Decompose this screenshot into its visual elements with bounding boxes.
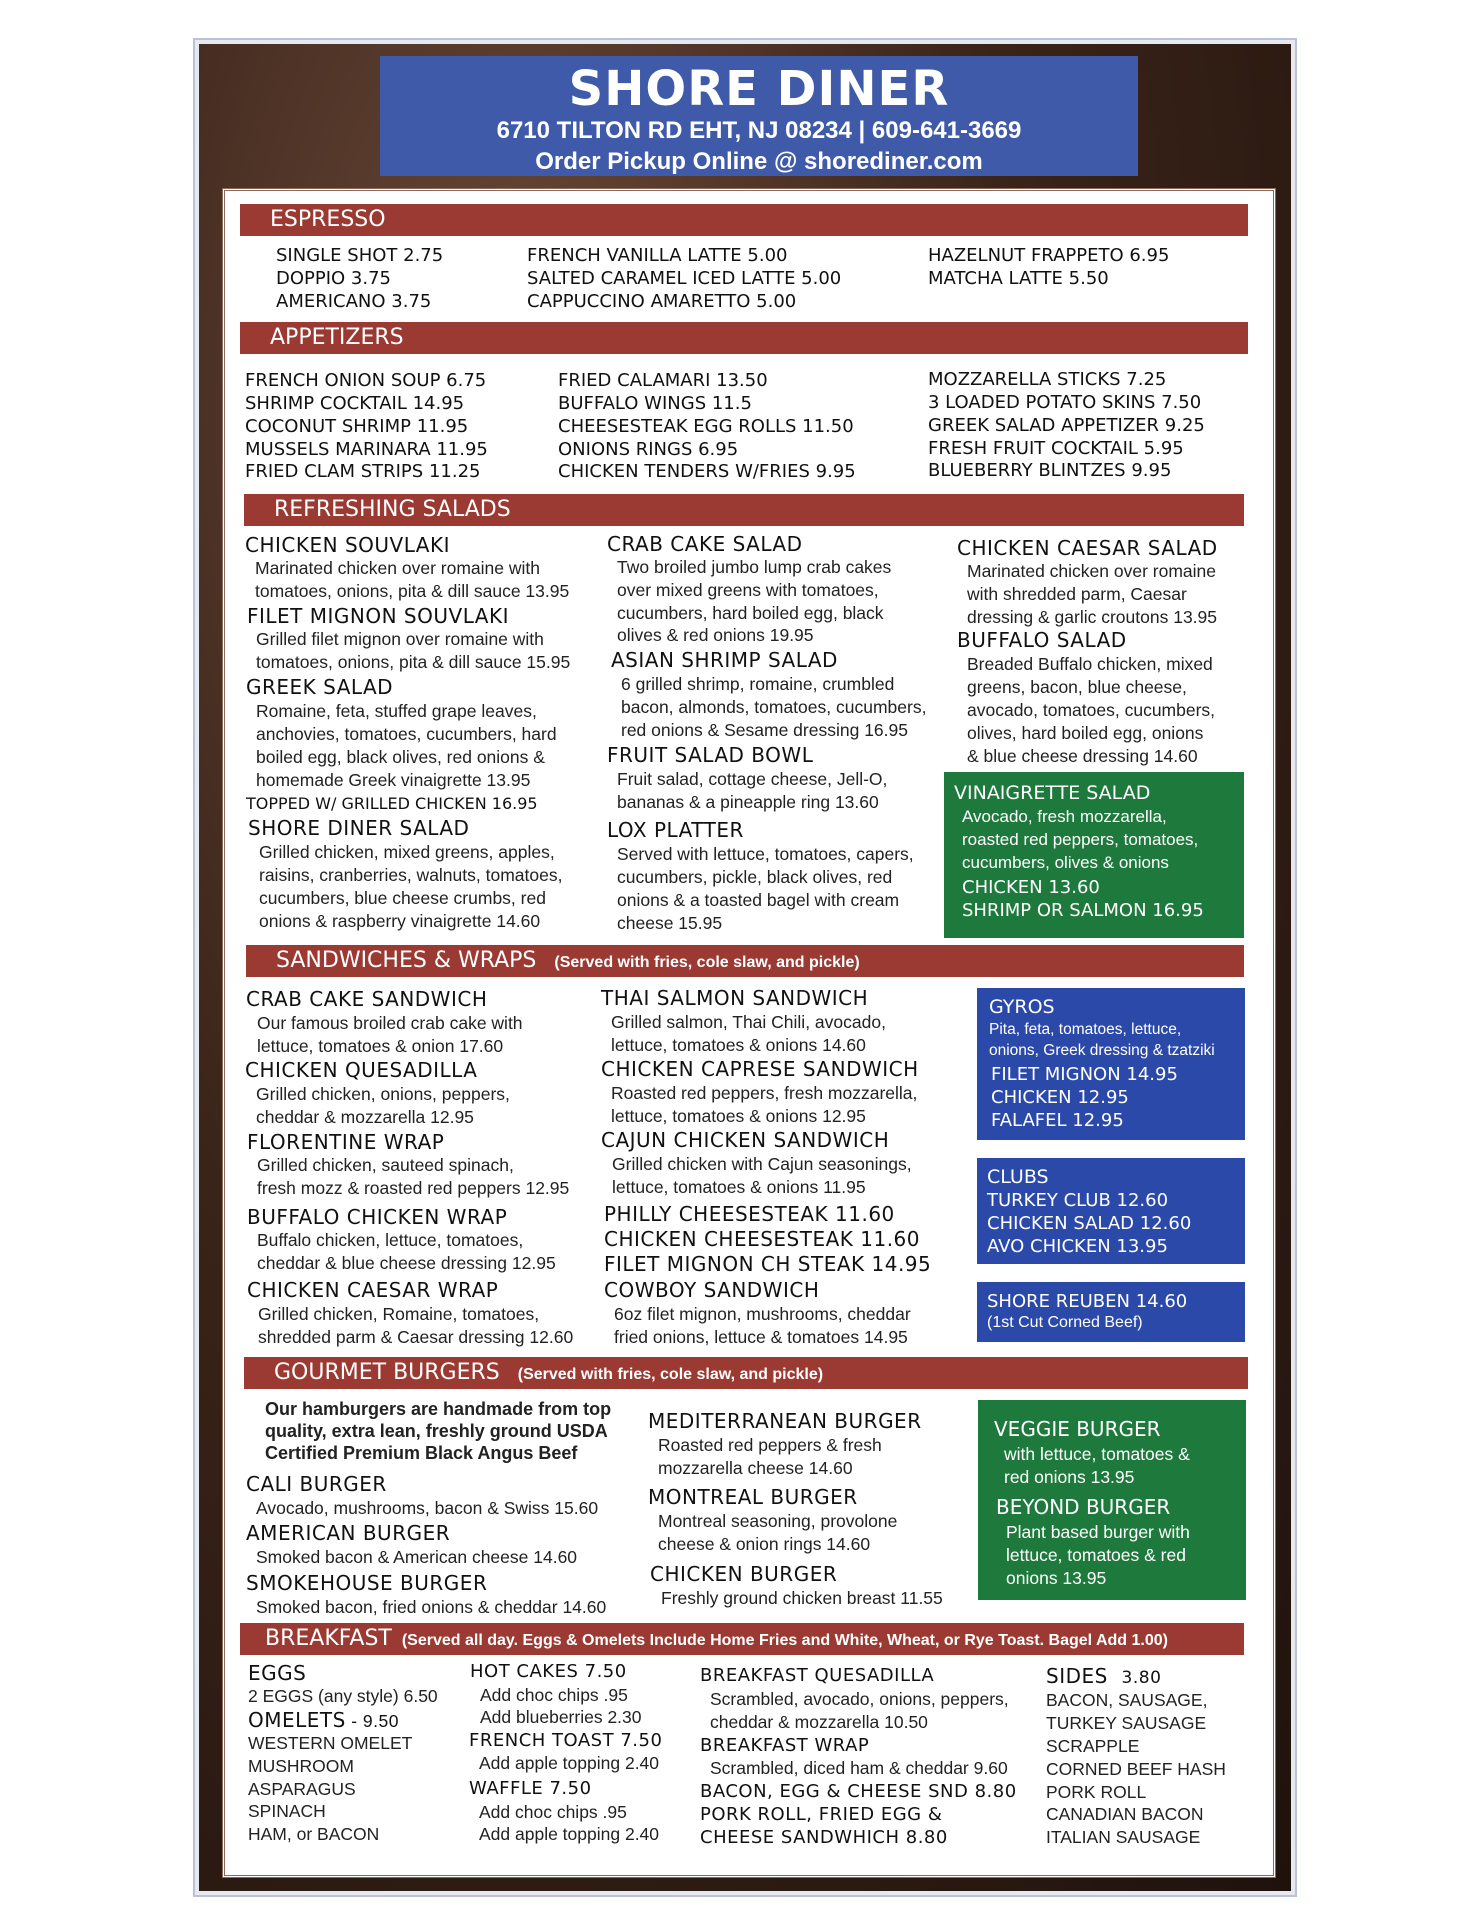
- salads-heading: [244, 494, 1244, 526]
- vinaigrette-salad-box: [944, 772, 1244, 938]
- omelet-option: HAM, or BACON: [248, 1824, 380, 1844]
- side-option: TURKEY SAUSAGE: [1046, 1713, 1207, 1733]
- item-desc: roasted red peppers, tomatoes,: [962, 830, 1199, 849]
- item-desc: Avocado, mushrooms, bacon & Swiss 15.60: [256, 1498, 599, 1518]
- burgers-title: GOURMET BURGERS: [274, 1360, 500, 1385]
- item-desc: onions & a toasted bagel with cream: [617, 890, 900, 910]
- item-option: CHICKEN 12.95: [991, 1087, 1129, 1108]
- item-desc: cucumbers, hard boiled egg, black: [617, 603, 884, 623]
- item-desc: lettuce, tomatoes & red: [1006, 1545, 1186, 1565]
- item-name: THAI SALMON SANDWICH: [601, 986, 869, 1010]
- menu-item: FRENCH VANILLA LATTE 5.00: [527, 245, 788, 266]
- omelet-option: MUSHROOM: [248, 1756, 354, 1776]
- item-desc: onions, Greek dressing & tzatziki: [989, 1042, 1215, 1059]
- item-desc: Add apple topping 2.40: [479, 1824, 660, 1844]
- gyros-box: [977, 988, 1245, 1140]
- espresso-title: ESPRESSO: [270, 207, 386, 232]
- item-desc: fried onions, lettuce & tomatoes 14.95: [614, 1327, 908, 1347]
- menu-item: SALTED CARAMEL ICED LATTE 5.00: [527, 268, 842, 289]
- item-name: HOT CAKES 7.50: [470, 1661, 627, 1682]
- item-name: SHORE REUBEN 14.60: [987, 1291, 1188, 1312]
- item-option: FALAFEL 12.95: [991, 1110, 1124, 1131]
- item-option: CHICKEN SALAD 12.60: [987, 1213, 1192, 1234]
- item-name: FRUIT SALAD BOWL: [607, 743, 814, 767]
- menu-item: BUFFALO WINGS 11.5: [558, 393, 752, 414]
- item-name: PHILLY CHEESESTEAK 11.60: [604, 1202, 895, 1226]
- item-name: ASIAN SHRIMP SALAD: [611, 648, 838, 672]
- sides-title: SIDES: [1046, 1664, 1108, 1688]
- item-name: SMOKEHOUSE BURGER: [246, 1571, 488, 1595]
- item-desc: fresh mozz & roasted red peppers 12.95: [257, 1178, 570, 1198]
- item-name: CHEESE SANDWHICH 8.80: [700, 1827, 948, 1848]
- item-option: FILET MIGNON 14.95: [991, 1064, 1178, 1085]
- item-desc: avocado, tomatoes, cucumbers,: [967, 700, 1216, 720]
- side-option: PORK ROLL: [1046, 1782, 1147, 1802]
- side-option: ITALIAN SAUSAGE: [1046, 1827, 1201, 1847]
- breakfast-heading: [240, 1623, 1244, 1655]
- item-name: [1046, 1664, 1161, 1690]
- burgers-heading: [244, 1357, 1248, 1389]
- reuben-box: [977, 1282, 1245, 1342]
- item-desc: Marinated chicken over romaine: [967, 561, 1217, 581]
- menu-item: FRIED CLAM STRIPS 11.25: [245, 461, 481, 482]
- item-desc: Smoked bacon & American cheese 14.60: [256, 1547, 578, 1567]
- menu-item: SINGLE SHOT 2.75: [276, 245, 444, 266]
- item-desc: Marinated chicken over romaine with: [255, 558, 540, 578]
- burgers-intro: quality, extra lean, freshly ground USDA: [265, 1421, 608, 1441]
- item-desc: dressing & garlic croutons 13.95: [967, 607, 1217, 627]
- item-desc: bananas & a pineapple ring 13.60: [617, 792, 879, 812]
- restaurant-header: [380, 56, 1138, 176]
- omelets-price: - 9.50: [345, 1711, 399, 1731]
- item-name: BACON, EGG & CHEESE SND 8.80: [700, 1781, 1017, 1802]
- item-name: FILET MIGNON SOUVLAKI: [247, 604, 509, 628]
- menu-item: ONIONS RINGS 6.95: [558, 439, 739, 460]
- menu-item: CAPPUCCINO AMARETTO 5.00: [527, 291, 797, 312]
- item-name: LOX PLATTER: [607, 818, 744, 842]
- item-desc: red onions & Sesame dressing 16.95: [621, 720, 908, 740]
- omelet-option: WESTERN OMELET: [248, 1733, 413, 1753]
- menu-item: FRESH FRUIT COCKTAIL 5.95: [928, 438, 1184, 459]
- item-desc: red onions 13.95: [1004, 1467, 1135, 1487]
- item-desc: cheddar & blue cheese dressing 12.95: [257, 1253, 556, 1273]
- sandwiches-heading: [246, 945, 1244, 977]
- menu-item: 3 LOADED POTATO SKINS 7.50: [928, 392, 1202, 413]
- item-desc: Add blueberries 2.30: [480, 1707, 642, 1727]
- item-desc: 6oz filet mignon, mushrooms, cheddar: [614, 1304, 911, 1324]
- item-name: CLUBS: [987, 1166, 1049, 1188]
- item-desc: Plant based burger with: [1006, 1522, 1190, 1542]
- item-name: SHORE DINER SALAD: [248, 816, 470, 840]
- menu-item: MOZZARELLA STICKS 7.25: [928, 369, 1167, 390]
- item-name: PORK ROLL, FRIED EGG &: [700, 1804, 943, 1825]
- menu-item: HAZELNUT FRAPPETO 6.95: [928, 245, 1170, 266]
- item-option: CHICKEN 13.60: [962, 877, 1100, 898]
- item-name: BREAKFAST WRAP: [700, 1735, 870, 1756]
- side-option: BACON, SAUSAGE,: [1046, 1690, 1208, 1710]
- item-name: VEGGIE BURGER: [994, 1417, 1161, 1441]
- menu-item: AMERICANO 3.75: [276, 291, 432, 312]
- item-name: GYROS: [989, 996, 1055, 1018]
- item-desc: tomatoes, onions, pita & dill sauce 15.95: [256, 652, 571, 672]
- item-name: COWBOY SANDWICH: [604, 1278, 820, 1302]
- item-desc: lettuce, tomatoes & onions 11.95: [612, 1177, 866, 1197]
- item-name: CRAB CAKE SANDWICH: [246, 987, 488, 1011]
- item-name: CHICKEN BURGER: [650, 1562, 838, 1586]
- item-desc: Avocado, fresh mozzarella,: [962, 807, 1167, 826]
- item-desc: cheddar & mozzarella 12.95: [256, 1107, 474, 1127]
- item-desc: greens, bacon, blue cheese,: [967, 677, 1187, 697]
- item-desc: Scrambled, avocado, onions, peppers,: [710, 1689, 1009, 1709]
- item-desc: Smoked bacon, fried onions & cheddar 14.60: [256, 1597, 607, 1617]
- item-desc: boiled egg, black olives, red onions &: [256, 747, 545, 767]
- item-desc: olives & red onions 19.95: [617, 625, 814, 645]
- item-desc: Grilled chicken with Cajun seasonings,: [612, 1154, 912, 1174]
- item-name: BEYOND BURGER: [996, 1495, 1171, 1519]
- item-option: AVO CHICKEN 13.95: [987, 1236, 1168, 1257]
- burgers-intro: Certified Premium Black Angus Beef: [265, 1443, 578, 1463]
- item-desc: onions 13.95: [1006, 1568, 1107, 1588]
- salads-title: REFRESHING SALADS: [274, 497, 511, 522]
- side-option: CANADIAN BACON: [1046, 1804, 1204, 1824]
- item-desc: with lettuce, tomatoes &: [1004, 1444, 1190, 1464]
- item-desc: Add choc chips .95: [480, 1685, 628, 1705]
- item-desc: cheddar & mozzarella 10.50: [710, 1712, 928, 1732]
- item-name: CHICKEN CAPRESE SANDWICH: [601, 1057, 919, 1081]
- item-desc: Two broiled jumbo lump crab cakes: [617, 557, 892, 577]
- veggie-burger-box: [978, 1400, 1246, 1600]
- item-name: CHICKEN QUESADILLA: [245, 1058, 478, 1082]
- item-desc: Add apple topping 2.40: [479, 1753, 660, 1773]
- item-desc: Add choc chips .95: [479, 1802, 627, 1822]
- item-name: EGGS: [248, 1661, 307, 1685]
- item-desc: Served with lettuce, tomatoes, capers,: [617, 844, 914, 864]
- item-option: TURKEY CLUB 12.60: [987, 1190, 1169, 1211]
- item-desc: Freshly ground chicken breast 11.55: [661, 1588, 943, 1608]
- item-desc: Grilled filet mignon over romaine with: [256, 629, 544, 649]
- item-name: BUFFALO SALAD: [957, 628, 1127, 652]
- item-name: GREEK SALAD: [246, 675, 394, 699]
- item-desc: Our famous broiled crab cake with: [257, 1013, 523, 1033]
- item-desc: shredded parm & Caesar dressing 12.60: [258, 1327, 574, 1347]
- item-desc: with shredded parm, Caesar: [967, 584, 1187, 604]
- item-name: CRAB CAKE SALAD: [607, 532, 803, 556]
- menu-item: BLUEBERRY BLINTZES 9.95: [928, 460, 1172, 481]
- item-desc: Grilled chicken, Romaine, tomatoes,: [258, 1304, 540, 1324]
- item-desc: cheese 15.95: [617, 913, 723, 933]
- item-desc: olives, hard boiled egg, onions: [967, 723, 1204, 743]
- item-name: MONTREAL BURGER: [648, 1485, 858, 1509]
- item-desc: lettuce, tomatoes & onions 12.95: [611, 1106, 866, 1126]
- burgers-intro: Our hamburgers are handmade from top: [265, 1399, 612, 1419]
- menu-item: DOPPIO 3.75: [276, 268, 392, 289]
- item-desc: homemade Greek vinaigrette 13.95: [256, 770, 531, 790]
- item-desc: Romaine, feta, stuffed grape leaves,: [256, 701, 537, 721]
- item-desc: Grilled salmon, Thai Chili, avocado,: [611, 1012, 886, 1032]
- item-desc: bacon, almonds, tomatoes, cucumbers,: [621, 697, 927, 717]
- item-name: CHICKEN CHEESESTEAK 11.60: [604, 1227, 921, 1251]
- item-desc: Roasted red peppers, fresh mozzarella,: [611, 1083, 918, 1103]
- item-name: VINAIGRETTE SALAD: [954, 782, 1151, 804]
- item-desc: (1st Cut Corned Beef): [987, 1314, 1143, 1331]
- menu-item: FRENCH ONION SOUP 6.75: [245, 370, 487, 391]
- item-desc: lettuce, tomatoes & onions 14.60: [611, 1035, 866, 1055]
- item-name: [248, 1708, 399, 1733]
- sandwiches-title: SANDWICHES & WRAPS: [276, 948, 537, 973]
- item-desc: Montreal seasoning, provolone: [658, 1511, 898, 1531]
- item-name: MEDITERRANEAN BURGER: [648, 1409, 922, 1433]
- item-desc: cheese & onion rings 14.60: [658, 1534, 871, 1554]
- menu-item: CHICKEN TENDERS W/FRIES 9.95: [558, 461, 856, 482]
- menu-item: CHEESESTEAK EGG ROLLS 11.50: [558, 416, 854, 437]
- appetizers-title: APPETIZERS: [270, 325, 404, 350]
- item-desc: Grilled chicken, sauteed spinach,: [257, 1155, 514, 1175]
- item-name: FILET MIGNON CH STEAK 14.95: [604, 1252, 932, 1276]
- item-desc: onions & raspberry vinaigrette 14.60: [259, 911, 541, 931]
- item-name: AMERICAN BURGER: [246, 1521, 451, 1545]
- omelet-option: ASPARAGUS: [248, 1779, 356, 1799]
- menu-item: FRIED CALAMARI 13.50: [558, 370, 768, 391]
- item-name: BREAKFAST QUESADILLA: [700, 1665, 935, 1686]
- item-desc: & blue cheese dressing 14.60: [967, 746, 1198, 766]
- side-option: SCRAPPLE: [1046, 1736, 1140, 1756]
- order-online-link[interactable]: Order Pickup Online @ shorediner.com: [535, 148, 983, 175]
- restaurant-address: 6710 TILTON RD EHT, NJ 08234 | 609-641-3669: [496, 117, 1022, 144]
- menu-item: SHRIMP COCKTAIL 14.95: [245, 393, 465, 414]
- burgers-note: (Served with fries, cole slaw, and pickle): [517, 1366, 824, 1383]
- item-desc: anchovies, tomatoes, cucumbers, hard: [256, 724, 557, 744]
- breakfast-title: BREAKFAST: [265, 1626, 392, 1651]
- breakfast-note: (Served all day. Eggs & Omelets Include Home Fries and White, Wheat, or Rye Toast. Bagel Add 1.00): [401, 1632, 1168, 1649]
- item-name: FLORENTINE WRAP: [247, 1130, 445, 1154]
- item-desc: cucumbers, olives & onions: [962, 853, 1169, 872]
- item-desc: raisins, cranberries, walnuts, tomatoes,: [259, 865, 563, 885]
- item-desc: cucumbers, blue cheese crumbs, red: [259, 888, 546, 908]
- omelets-title: OMELETS: [248, 1708, 346, 1732]
- side-option: CORNED BEEF HASH: [1046, 1759, 1226, 1779]
- item-desc: Fruit salad, cottage cheese, Jell-O,: [617, 769, 888, 789]
- menu-item: MUSSELS MARINARA 11.95: [245, 439, 488, 460]
- item-option: TOPPED W/ GRILLED CHICKEN 16.95: [246, 794, 538, 813]
- item-name: CHICKEN CAESAR WRAP: [247, 1278, 499, 1302]
- item-name: BUFFALO CHICKEN WRAP: [247, 1205, 508, 1229]
- item-desc: tomatoes, onions, pita & dill sauce 13.95: [255, 581, 570, 601]
- clubs-box: [977, 1158, 1245, 1264]
- item-desc: Breaded Buffalo chicken, mixed: [967, 654, 1213, 674]
- item-desc: Scrambled, diced ham & cheddar 9.60: [710, 1758, 1008, 1778]
- item-desc: mozzarella cheese 14.60: [658, 1458, 853, 1478]
- item-desc: Buffalo chicken, lettuce, tomatoes,: [257, 1230, 524, 1250]
- item-desc: Pita, feta, tomatoes, lettuce,: [989, 1021, 1182, 1038]
- item-name: FRENCH TOAST 7.50: [469, 1730, 663, 1751]
- item-desc: cucumbers, pickle, black olives, red: [617, 867, 893, 887]
- item-desc: over mixed greens with tomatoes,: [617, 580, 879, 600]
- item-desc: Grilled chicken, onions, peppers,: [256, 1084, 510, 1104]
- menu-item: MATCHA LATTE 5.50: [928, 268, 1109, 289]
- item-desc: lettuce, tomatoes & onion 17.60: [257, 1036, 504, 1056]
- menu-item: GREEK SALAD APPETIZER 9.25: [928, 415, 1205, 436]
- item-desc: Roasted red peppers & fresh: [658, 1435, 882, 1455]
- restaurant-name: SHORE DINER: [568, 61, 950, 117]
- item-desc: Grilled chicken, mixed greens, apples,: [259, 842, 555, 862]
- sandwiches-note: (Served with fries, cole slaw, and pickle): [554, 954, 860, 971]
- item-name: WAFFLE 7.50: [469, 1778, 592, 1799]
- omelet-option: SPINACH: [248, 1801, 326, 1821]
- item-name: CHICKEN CAESAR SALAD: [957, 536, 1218, 560]
- espresso-heading: [240, 204, 1248, 236]
- item-name: CAJUN CHICKEN SANDWICH: [601, 1128, 890, 1152]
- item-desc: 6 grilled shrimp, romaine, crumbled: [621, 674, 895, 694]
- item-option: SHRIMP OR SALMON 16.95: [962, 900, 1204, 921]
- item-desc: 2 EGGS (any style) 6.50: [248, 1686, 438, 1706]
- sides-price: 3.80: [1121, 1668, 1162, 1688]
- item-name: CHICKEN SOUVLAKI: [245, 533, 450, 557]
- item-name: CALI BURGER: [246, 1472, 387, 1496]
- menu-item: COCONUT SHRIMP 11.95: [245, 416, 469, 437]
- appetizers-heading: [240, 322, 1248, 354]
